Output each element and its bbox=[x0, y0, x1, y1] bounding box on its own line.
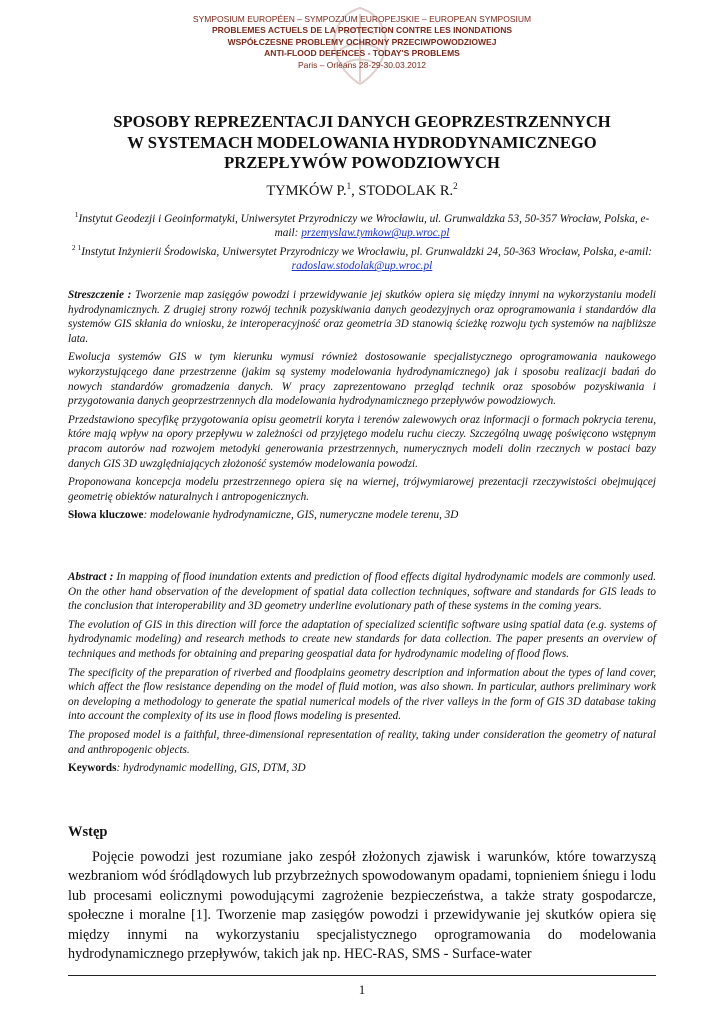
affiliation-2-sup: 2 1 bbox=[71, 242, 82, 252]
footer-divider bbox=[68, 975, 656, 976]
abstract-pl-p1: Tworzenie map zasięgów powodzi i przewidywanie jej skutków opiera się między innymi na wykorzystaniu modeli hydrodynamicznych. Z drugiej strony rozwój technik pozyskiwania danych geodezyjnych oraz oprogramowania i standardów dla systemów GIS skłania do wniosku, że interoperacyjność oraz geometria 3D stanowią ścieżkę rozwoju tych systemów na najbliższe lata. bbox=[68, 289, 656, 345]
affiliations bbox=[68, 208, 656, 274]
keywords-en-text: : hydrodynamic modelling, GIS, DTM, 3D bbox=[116, 762, 306, 775]
header-line-1: SYMPOSIUM EUROPÉEN – SYMPOZJUM EUROPEJSKIE – EUROPEAN SYMPOSIUM bbox=[192, 14, 532, 24]
abstract-en-p2: The evolution of GIS in this direction will force the adaptation of specialized scientific software using spatial data (e.g. systems of hydrodynamic modeling) and research methods to create new standards for data collection. The paper presents an overview of techniques and methods for obtaining and preparing geospatial data for hydrodynamic modeling of flood flows. bbox=[68, 618, 656, 660]
author-2-sup: 2 bbox=[453, 181, 458, 191]
affiliation-2 bbox=[68, 241, 656, 274]
title-line-3: PRZEPŁYWÓW POWODZIOWYCH bbox=[224, 153, 500, 172]
page-number: 1 bbox=[358, 982, 366, 997]
author-2: STODOLAK R. bbox=[358, 182, 454, 199]
header-line-2: PROBLEMES ACTUELS DE LA PROTECTION CONTRE LES INONDATIONS bbox=[211, 25, 513, 36]
author-separator: , bbox=[351, 182, 359, 199]
abstract-pl-p3: Przedstawiono specyfikę przygotowania opisu geometrii koryta i terenów zalewowych oraz informacji o formach pokrycia terenu, które mają wpływ na opory przepływu w zależności od przyjętego modelu ruchu cieczy. Szczególną uwagę poświęcono wstępnym pracom autorów nad rozwojem metodyki generowania przestrzennych, numerycznych modeli dolin rzecznych w postaci bazy danych GIS 3D uwzględniających złożoność systemów modelowania powodzi. bbox=[68, 413, 656, 470]
abstract-en-p4: The proposed model is a faithful, three-dimensional representation of reality, taking under consideration the geometry of natural and anthropogenic objects. bbox=[68, 728, 656, 756]
affiliation-1-text: Instytut Geodezji i Geoinformatyki, Uniwersytet Przyrodniczy we Wrocławiu, ul. Grunwaldzka 53, 50-357 Wrocław, Polska, e-mail: bbox=[78, 212, 650, 240]
section-heading-introduction: Wstęp bbox=[68, 824, 108, 840]
abstract-pl-p4: Proponowana koncepcja modelu przestrzennego opiera się na wiernej, trójwymiarowej prezentacji rzeczywistości obejmującej geometrię obiektów naturalnych i antropogenicznych. bbox=[68, 476, 656, 503]
keywords-pl bbox=[68, 508, 656, 523]
header-date: Paris – Orléans 28-29-30.03.2012 bbox=[297, 59, 427, 70]
paper-title bbox=[60, 112, 664, 174]
author-1-sup: 1 bbox=[346, 181, 352, 191]
keywords-pl-text: : modelowanie hydrodynamiczne, GIS, numeryczne modele terenu, 3D bbox=[143, 509, 459, 522]
abstract-en-paragraph-1 bbox=[68, 570, 656, 614]
title-line-1: SPOSOBY REPREZENTACJI DANYCH GEOPRZESTRZENNYCH bbox=[113, 112, 611, 131]
header-line-4: ANTI-FLOOD DEFENCES - TODAY'S PROBLEMS bbox=[264, 48, 460, 59]
abstract-pl-p2: Ewolucja systemów GIS w tym kierunku wymusi również dostosowanie specjalistycznego oprogramowania naukowego wykorzystującego dane przestrzenne (jakim są systemy modelowania hydrodynamicznego) jak i sposobu realizacji badań do nowych standardów gromadzenia danych. W pracy zaprezentowano przegląd technik oraz sposobów pozyskiwania i przygotowania danych geoprzestrzennych dla modelowania hydrodynamicznego przepływów powodziowych. bbox=[68, 351, 656, 408]
affiliation-1-sup: 1 bbox=[74, 210, 79, 219]
title-line-2: W SYSTEMACH MODELOWANIA HYDRODYNAMICZNEGO bbox=[127, 132, 597, 152]
abstract-polish bbox=[68, 288, 656, 527]
header-line-3: WSPÓŁCZESNE PROBLEMY OCHRONY PRZECIWPOWODZIOWEJ bbox=[227, 36, 497, 47]
abstract-en-p1: In mapping of flood inundation extents and prediction of flood effects digital hydrodynamic models are commonly used. On the other hand observation of the development of spatial data collection techniques, software and standards for GIS leads to the conclusion that interoperability and 3D geometry underline evolutionary path of these systems in the coming years. bbox=[68, 571, 656, 613]
author-1: TYMKÓW P. bbox=[266, 182, 347, 199]
abstract-english bbox=[68, 570, 656, 780]
symposium-header bbox=[0, 14, 724, 71]
email-link-1[interactable]: przemyslaw.tymkow@up.wroc.pl bbox=[301, 227, 450, 240]
affiliation-2-text: Instytut Inżynierii Środowiska, Uniwersytet Przyrodniczy we Wrocławiu, pl. Grunwaldzki 24, 50-363 Wrocław, Polska, e-amil: bbox=[81, 245, 653, 258]
abstract-en-lead: Abstract : bbox=[68, 571, 114, 583]
authors bbox=[60, 181, 664, 200]
keywords-en bbox=[68, 761, 656, 776]
abstract-pl-paragraph-1 bbox=[68, 288, 656, 346]
keywords-pl-label: Słowa kluczowe bbox=[68, 509, 144, 522]
keywords-en-label: Keywords bbox=[68, 762, 117, 775]
introduction-paragraph: Pojęcie powodzi jest rozumiane jako zespół złożonych zjawisk i warunków, które towarzyszą wezbraniom wód śródlądowych lub przybrzeżnych spowodowanym opadami, topnieniem śniegu i lodu lub procesami eolicznymi powodującymi zagrożenie bezpieczeństwa, a także straty gospodarcze, społeczne i moralne [1]. Tworzenie map zasięgów powodzi i przewidywanie jej skutków opiera się między innymi na wykorzystaniu specjalistycznego oprogramowania do modelowania hydrodynamicznego przepływów, takich jak np. HEC-RAS, SMS - Surface-water bbox=[68, 849, 656, 963]
affiliation-1 bbox=[68, 208, 656, 241]
abstract-en-p3: The specificity of the preparation of riverbed and floodplains geometry description and information about the types of land cover, which affect the flow resistance depending on the model of fluid motion, was also shown. In particular, authors preliminary work on developing a methodology to generate the spatial numerical models of the river valleys in the form of GIS 3D database taking into account the complexity of its use in flood flows modeling is presented. bbox=[68, 666, 656, 723]
abstract-pl-lead: Streszczenie : bbox=[68, 289, 132, 301]
email-link-2[interactable]: radoslaw.stodolak@up.wroc.pl bbox=[291, 260, 433, 273]
